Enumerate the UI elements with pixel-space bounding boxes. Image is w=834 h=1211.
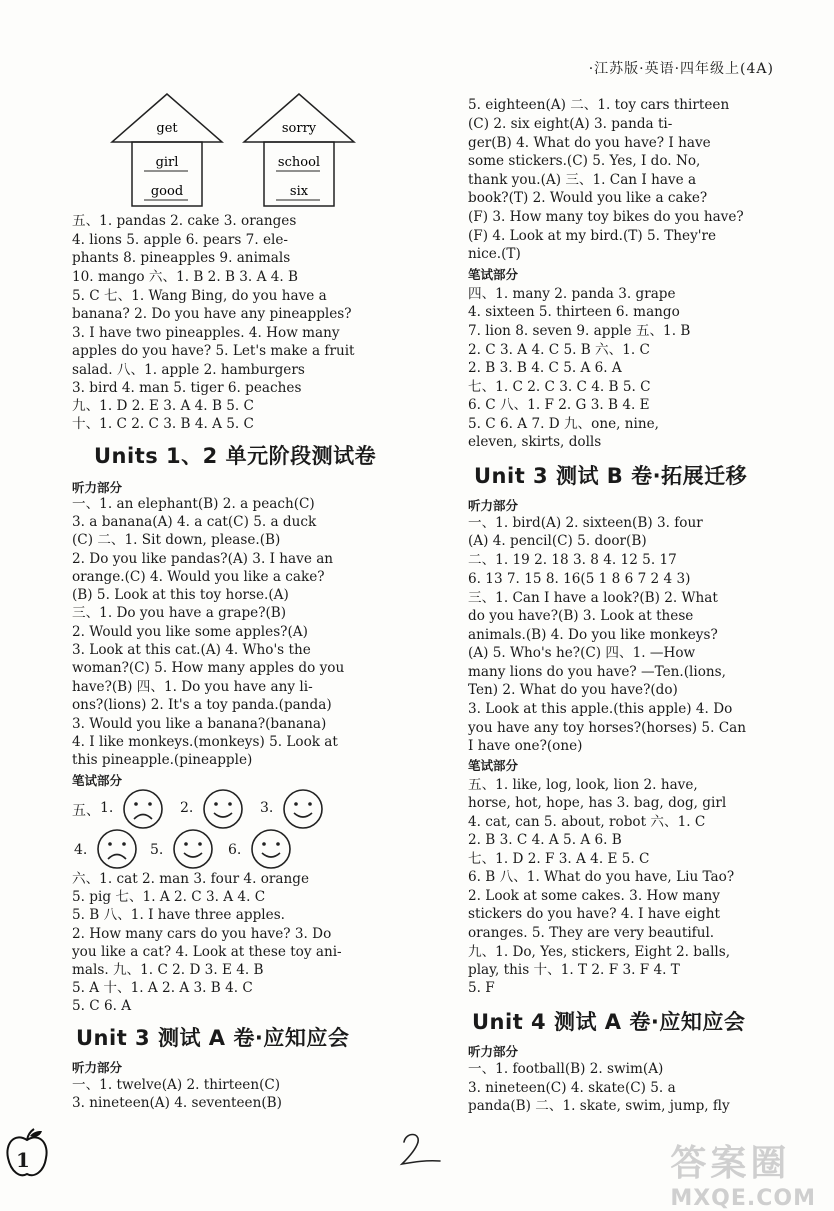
- face-number: 4.: [74, 842, 88, 858]
- answer-line: 九、1. D 2. E 3. A 4. B 5. C: [72, 398, 254, 414]
- answer-line: 2. How many cars do you have? 3. Do: [72, 926, 332, 942]
- answer-line: 一、1. bird(A) 2. sixteen(B) 3. four: [468, 515, 703, 531]
- house-1-word-1: girl: [155, 155, 179, 170]
- answer-line: some stickers.(C) 5. Yes, I do. No,: [468, 153, 701, 169]
- answer-line: 六、1. cat 2. man 3. four 4. orange: [72, 871, 310, 887]
- answer-line: play, this 十、1. T 2. F 3. F 4. T: [468, 962, 680, 978]
- answer-line: 4. sixteen 5. thirteen 6. mango: [468, 304, 680, 320]
- word-house-2: [240, 92, 358, 214]
- answer-line: 七、1. D 2. F 3. A 4. E 5. C: [468, 851, 650, 867]
- answer-line: 5. F: [468, 980, 495, 996]
- answer-line: nice.(T): [468, 246, 521, 262]
- answer-line: 一、1. an elephant(B) 2. a peach(C): [72, 496, 315, 512]
- happy-face-icon: [282, 788, 324, 830]
- answer-line: 3. Would you like a banana?(banana): [72, 716, 327, 732]
- happy-face-icon: [172, 828, 214, 870]
- answer-line: this pineapple.(pineapple): [72, 752, 253, 768]
- face-number: 6.: [228, 842, 242, 858]
- answer-line: 3. nineteen(C) 4. skate(C) 5. a: [468, 1080, 676, 1096]
- answer-line: 3. Look at this apple.(this apple) 4. Do: [468, 701, 733, 717]
- answer-line: 一、1. football(B) 2. swim(A): [468, 1061, 664, 1077]
- answer-line: Ten) 2. What do you have?(do): [468, 682, 678, 698]
- answer-line: 3. bird 4. man 5. tiger 6. peaches: [72, 380, 302, 396]
- answer-line: (F) 3. How many toy bikes do you have?: [468, 209, 744, 225]
- answer-line: 五、1. pandas 2. cake 3. oranges: [72, 213, 297, 229]
- answer-line: 6. 13 7. 15 8. 16(5 1 8 6 7 2 4 3): [468, 571, 691, 587]
- answer-line: 6. C 八、1. F 2. G 3. B 4. E: [468, 397, 650, 413]
- answer-line: 2. Do you like pandas?(A) 3. I have an: [72, 551, 334, 567]
- answer-line: salad. 八、1. apple 2. hamburgers: [72, 362, 305, 378]
- answer-line: 2. Would you like some apples?(A): [72, 624, 308, 640]
- answer-line: thank you.(A) 三、1. Can I have a: [468, 172, 697, 188]
- running-header: ·江苏版·英语·四年级上(4A): [588, 61, 774, 77]
- answer-line: 九、1. Do, Yes, stickers, Eight 2. balls,: [468, 944, 731, 960]
- answer-line: 5. C 6. A: [72, 998, 132, 1014]
- answer-line: ons?(lions) 2. It's a toy panda.(panda): [72, 697, 332, 713]
- handwritten-mark-icon: [396, 1130, 446, 1170]
- answer-line: woman?(C) 5. How many apples do you: [72, 660, 345, 676]
- face-number: 3.: [260, 800, 274, 816]
- answer-line: 4. cat, can 5. about, robot 六、1. C: [468, 814, 706, 830]
- answer-line: 五、1. like, log, look, lion 2. have,: [468, 777, 698, 793]
- answer-line: 5. C 6. A 7. D 九、one, nine,: [468, 416, 659, 432]
- house-1-roof-word: get: [156, 121, 178, 136]
- answer-line: (C) 二、1. Sit down, please.(B): [72, 532, 281, 548]
- answer-line: 3. I have two pineapples. 4. How many: [72, 325, 340, 341]
- sad-face-icon: [96, 828, 138, 870]
- answer-line: 2. B 3. C 4. A 5. A 6. B: [468, 832, 622, 848]
- listening-label: 听力部分: [72, 480, 123, 495]
- answer-line: book?(T) 2. Would you like a cake?: [468, 190, 708, 206]
- answer-line: orange.(C) 4. Would you like a cake?: [72, 569, 325, 585]
- answer-line: panda(B) 二、1. skate, swim, jump, fly: [468, 1098, 730, 1114]
- happy-face-icon: [202, 788, 244, 830]
- section-title-unit4-a: Unit 4 测试 A 卷·应知应会: [472, 1010, 746, 1034]
- answer-line: eleven, skirts, dolls: [468, 434, 602, 450]
- answer-line: (A) 5. Who's he?(C) 四、1. —How: [468, 645, 696, 661]
- section-title-unit3-b: Unit 3 测试 B 卷·拓展迁移: [474, 464, 748, 488]
- face-number: 1.: [100, 800, 114, 816]
- house-1-word-2: good: [150, 184, 184, 199]
- answer-line: 三、1. Can I have a look?(B) 2. What: [468, 590, 718, 606]
- answer-line: you like a cat? 4. Look at these toy ani-: [72, 944, 342, 960]
- answer-line: 5. B 八、1. I have three apples.: [72, 907, 285, 923]
- page-number: 1: [16, 1148, 30, 1172]
- watermark: 答案圈 MXQE.COM: [670, 1143, 816, 1211]
- answer-line: 6. B 八、1. What do you have, Liu Tao?: [468, 869, 735, 885]
- writing-label: 笔试部分: [468, 758, 519, 773]
- answer-line: horse, hot, hope, has 3. bag, dog, girl: [468, 795, 727, 811]
- listening-label: 听力部分: [468, 1044, 519, 1059]
- answer-line: I have one?(one): [468, 738, 583, 754]
- answer-line: apples do you have? 5. Let's make a fruit: [72, 343, 355, 359]
- section-title-unit3-a: Unit 3 测试 A 卷·应知应会: [76, 1026, 350, 1050]
- answer-line: do you have?(B) 3. Look at these: [468, 608, 694, 624]
- answer-line: (B) 5. Look at this toy horse.(A): [72, 587, 289, 603]
- answer-line: 3. nineteen(A) 4. seventeen(B): [72, 1095, 282, 1111]
- answer-line: banana? 2. Do you have any pineapples?: [72, 306, 352, 322]
- answer-line: phants 8. pineapples 9. animals: [72, 250, 291, 266]
- writing-label: 笔试部分: [72, 773, 123, 788]
- answer-line: 七、1. C 2. C 3. C 4. B 5. C: [468, 379, 651, 395]
- happy-face-icon: [250, 828, 292, 870]
- answer-line: 5. pig 七、1. A 2. C 3. A 4. C: [72, 889, 266, 905]
- answer-line: animals.(B) 4. Do you like monkeys?: [468, 627, 718, 643]
- house-2-word-1: school: [277, 155, 321, 170]
- answer-line: 5. eighteen(A) 二、1. toy cars thirteen: [468, 97, 730, 113]
- answer-line: ger(B) 4. What do you have? I have: [468, 135, 711, 151]
- answer-line: 2. Look at some cakes. 3. How many: [468, 888, 720, 904]
- answer-line: 10. mango 六、1. B 2. B 3. A 4. B: [72, 269, 298, 285]
- answer-line: 四、1. many 2. panda 3. grape: [468, 286, 676, 302]
- answer-line: 2. B 3. B 4. C 5. A 6. A: [468, 360, 622, 376]
- answer-line: 2. C 3. A 4. C 5. B 六、1. C: [468, 342, 650, 358]
- listening-label: 听力部分: [72, 1060, 123, 1075]
- section-title-units-1-2: Units 1、2 单元阶段测试卷: [94, 444, 377, 468]
- answer-line: 3. Look at this cat.(A) 4. Who's the: [72, 642, 311, 658]
- answer-line: 三、1. Do you have a grape?(B): [72, 605, 287, 621]
- answer-line: 一、1. twelve(A) 2. thirteen(C): [72, 1077, 281, 1093]
- answer-line: 5. C 七、1. Wang Bing, do you have a: [72, 288, 327, 304]
- answer-line: have?(B) 四、1. Do you have any li-: [72, 679, 313, 695]
- answer-line: mals. 九、1. C 2. D 3. E 4. B: [72, 962, 264, 978]
- answer-line: 7. lion 8. seven 9. apple 五、1. B: [468, 323, 691, 339]
- sad-face-icon: [122, 788, 164, 830]
- answer-line: 十、1. C 2. C 3. B 4. A 5. C: [72, 416, 254, 432]
- house-2-roof-word: sorry: [281, 121, 317, 136]
- face-number: 5.: [150, 842, 164, 858]
- answer-line: 5. A 十、1. A 2. A 3. B 4. C: [72, 980, 253, 996]
- face-number: 2.: [180, 800, 194, 816]
- answer-line: (A) 4. pencil(C) 5. door(B): [468, 533, 647, 549]
- faces-prefix: 五、: [72, 803, 100, 819]
- answer-line: stickers do you have? 4. I have eight: [468, 906, 721, 922]
- answer-line: 4. lions 5. apple 6. pears 7. ele-: [72, 232, 288, 248]
- writing-label: 笔试部分: [468, 267, 519, 282]
- answer-line: (C) 2. six eight(A) 3. panda ti-: [468, 116, 673, 132]
- answer-line: 4. I like monkeys.(monkeys) 5. Look at: [72, 734, 338, 750]
- answer-line: (F) 4. Look at my bird.(T) 5. They're: [468, 228, 717, 244]
- listening-label: 听力部分: [468, 498, 519, 513]
- answer-line: you have any toy horses?(horses) 5. Can: [468, 720, 746, 736]
- answer-line: oranges. 5. They are very beautiful.: [468, 925, 715, 941]
- answer-line: many lions do you have? —Ten.(lions,: [468, 664, 726, 680]
- answer-line: 3. a banana(A) 4. a cat(C) 5. a duck: [72, 514, 317, 530]
- house-2-word-2: six: [289, 184, 309, 199]
- word-house-1: [108, 92, 226, 214]
- answer-line: 二、1. 19 2. 18 3. 8 4. 12 5. 17: [468, 552, 677, 568]
